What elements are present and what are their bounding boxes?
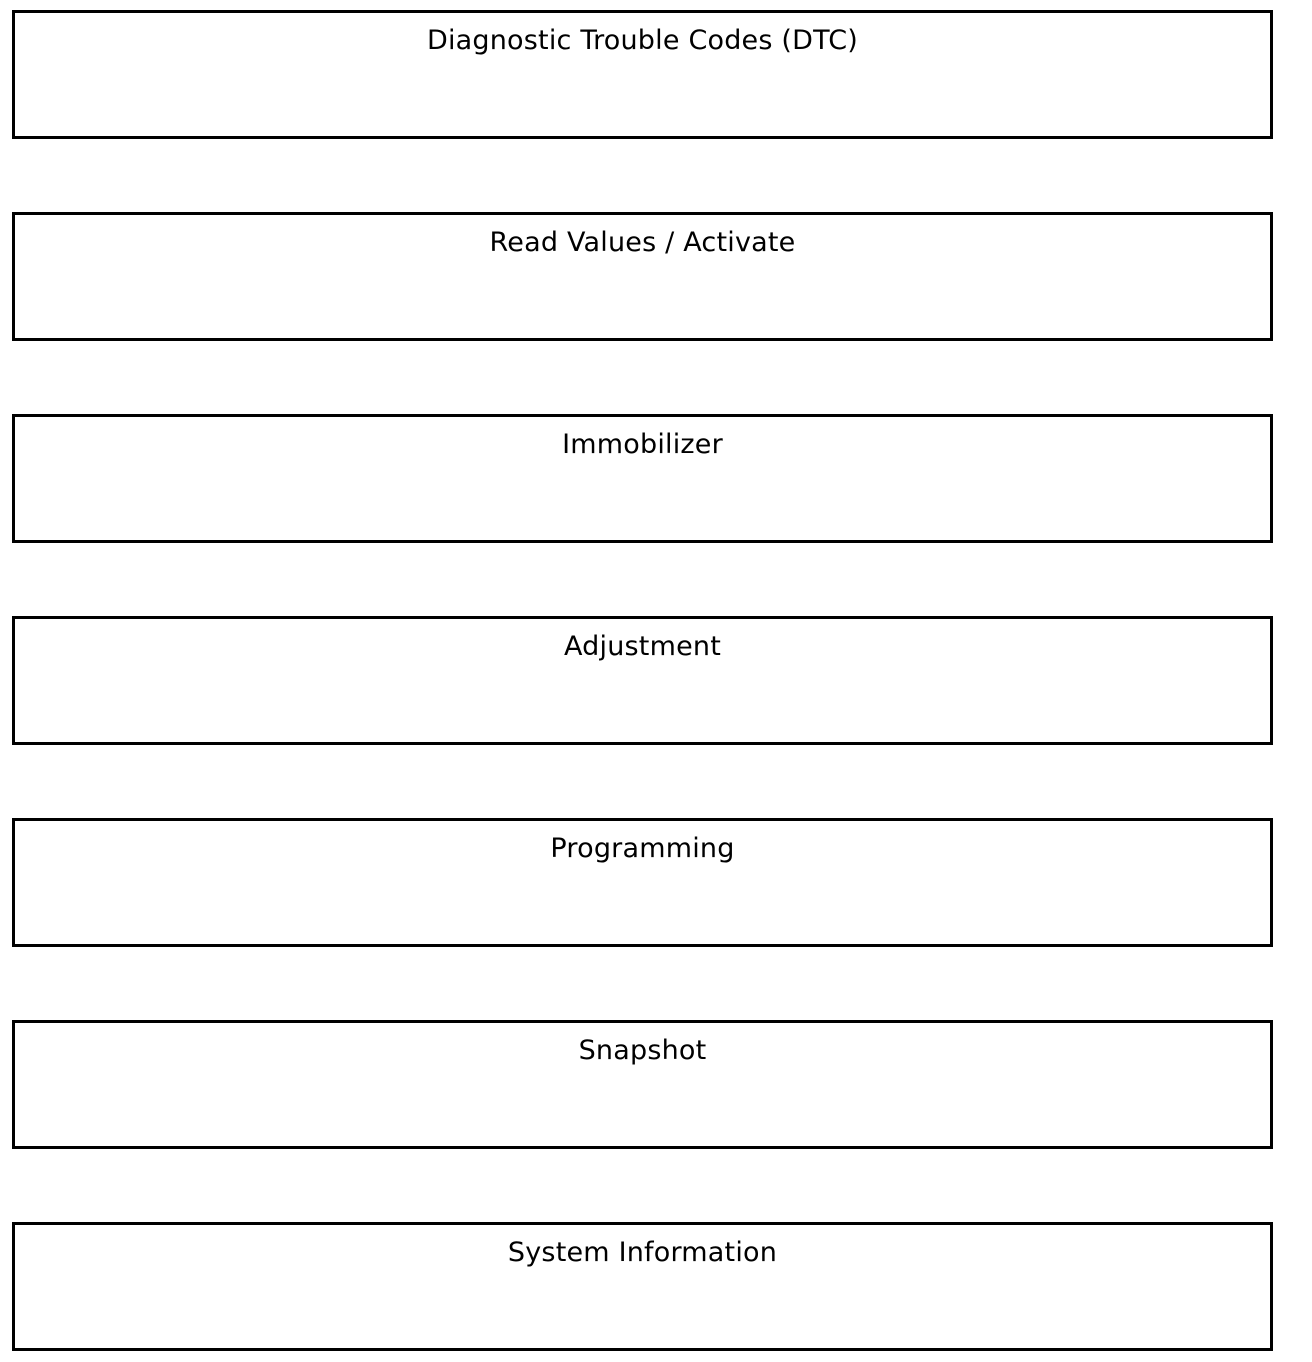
programming-button[interactable] bbox=[12, 818, 1273, 947]
system-information-button[interactable] bbox=[12, 1222, 1273, 1351]
immobilizer-button-label: Immobilizer bbox=[562, 429, 723, 460]
snapshot-button[interactable] bbox=[12, 1020, 1273, 1149]
read-values-activate-button-label: Read Values / Activate bbox=[489, 227, 796, 258]
diagnostic-menu bbox=[12, 10, 1273, 1351]
system-information-button-label: System Information bbox=[507, 1237, 778, 1268]
snapshot-button-label: Snapshot bbox=[578, 1035, 707, 1066]
adjustment-button-label: Adjustment bbox=[563, 631, 721, 662]
dtc-button[interactable] bbox=[12, 10, 1273, 139]
immobilizer-button[interactable] bbox=[12, 414, 1273, 543]
adjustment-button[interactable] bbox=[12, 616, 1273, 745]
read-values-activate-button[interactable] bbox=[12, 212, 1273, 341]
dtc-button-label: Diagnostic Trouble Codes (DTC) bbox=[426, 25, 859, 56]
programming-button-label: Programming bbox=[550, 833, 735, 864]
